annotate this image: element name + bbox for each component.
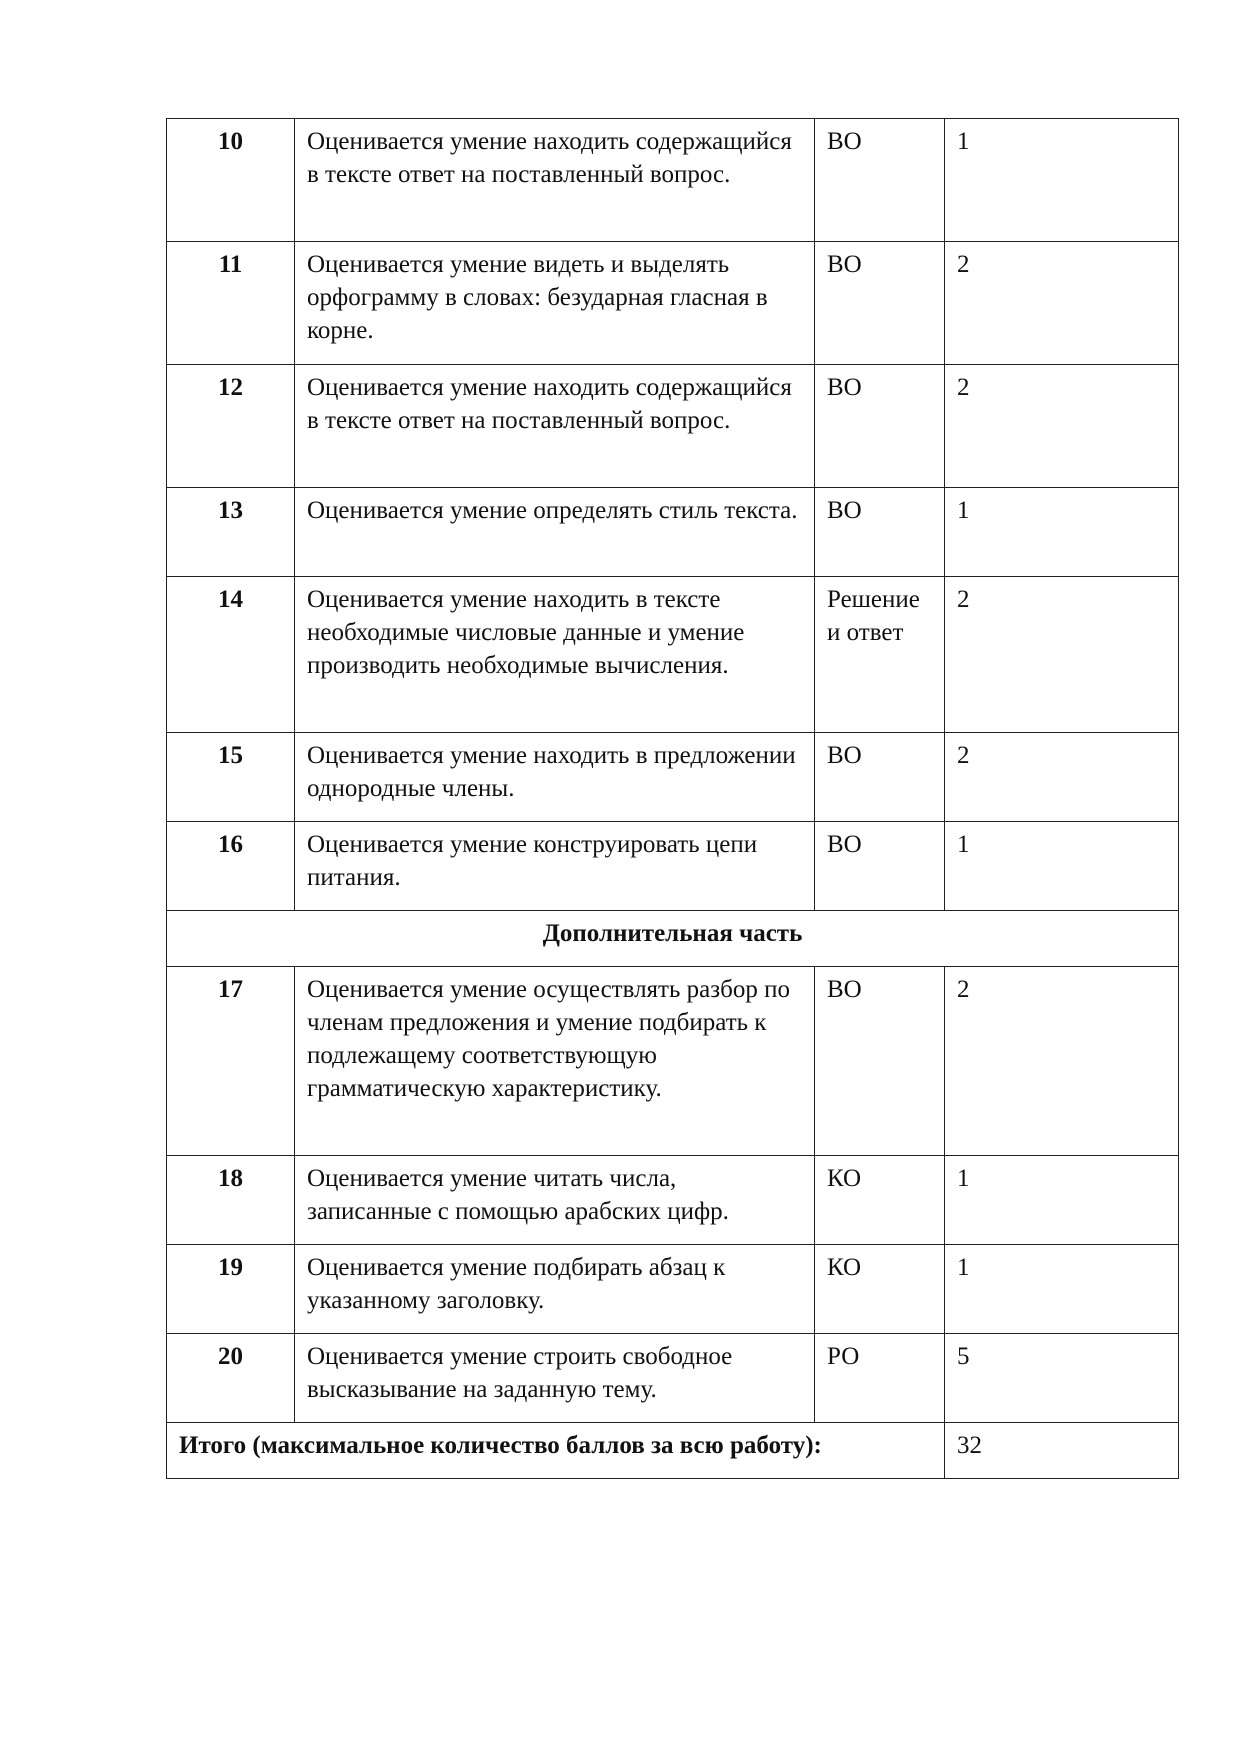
- table-row: [167, 488, 1179, 577]
- task-description: Оценивается умение конструировать цепи питания.: [295, 822, 815, 911]
- task-number: 19: [167, 1245, 295, 1334]
- task-number: 15: [167, 733, 295, 822]
- task-description: Оценивается умение осуществлять разбор по членам предложения и умение подбирать к подлежащему соответствующую грамматическую характеристику.: [295, 967, 815, 1156]
- max-score: 1: [945, 1156, 1179, 1245]
- answer-type: ВО: [815, 365, 945, 488]
- answer-type: ВО: [815, 242, 945, 365]
- max-score: 2: [945, 242, 1179, 365]
- answer-type: КО: [815, 1156, 945, 1245]
- answer-type: ВО: [815, 733, 945, 822]
- task-number: 11: [167, 242, 295, 365]
- table-row: [167, 1334, 1179, 1423]
- task-description: Оценивается умение находить в предложении однородные члены.: [295, 733, 815, 822]
- assessment-table: [166, 118, 1179, 1479]
- table-row: [167, 242, 1179, 365]
- task-description: Оценивается умение видеть и выделять орфограмму в словах: безударная гласная в корне.: [295, 242, 815, 365]
- max-score: 2: [945, 365, 1179, 488]
- task-description: Оценивается умение находить содержащийся в тексте ответ на поставленный вопрос.: [295, 119, 815, 242]
- task-description: Оценивается умение читать числа, записанные с помощью арабских цифр.: [295, 1156, 815, 1245]
- max-score: 5: [945, 1334, 1179, 1423]
- table-row: [167, 119, 1179, 242]
- answer-type: РО: [815, 1334, 945, 1423]
- task-number: 14: [167, 577, 295, 733]
- answer-type: ВО: [815, 967, 945, 1156]
- max-score: 2: [945, 577, 1179, 733]
- total-row: [167, 1423, 1179, 1479]
- answer-type: КО: [815, 1245, 945, 1334]
- table-row: [167, 822, 1179, 911]
- section-title: Дополнительная часть: [167, 911, 1179, 967]
- task-description: Оценивается умение находить в тексте необходимые числовые данные и умение производить необходимые вычисления.: [295, 577, 815, 733]
- max-score: 2: [945, 967, 1179, 1156]
- task-number: 18: [167, 1156, 295, 1245]
- task-description: Оценивается умение подбирать абзац к указанному заголовку.: [295, 1245, 815, 1334]
- answer-type: ВО: [815, 488, 945, 577]
- task-number: 13: [167, 488, 295, 577]
- task-description: Оценивается умение строить свободное высказывание на заданную тему.: [295, 1334, 815, 1423]
- answer-type: ВО: [815, 822, 945, 911]
- task-number: 16: [167, 822, 295, 911]
- task-description: Оценивается умение находить содержащийся в тексте ответ на поставленный вопрос.: [295, 365, 815, 488]
- table-row: [167, 365, 1179, 488]
- table-row: [167, 577, 1179, 733]
- max-score: 1: [945, 119, 1179, 242]
- total-label: Итого (максимальное количество баллов за всю работу):: [167, 1423, 945, 1479]
- task-number: 17: [167, 967, 295, 1156]
- answer-type: Решение и ответ: [815, 577, 945, 733]
- section-row: [167, 911, 1179, 967]
- max-score: 2: [945, 733, 1179, 822]
- table-row: [167, 1245, 1179, 1334]
- max-score: 1: [945, 822, 1179, 911]
- table-row: [167, 967, 1179, 1156]
- task-number: 12: [167, 365, 295, 488]
- max-score: 1: [945, 488, 1179, 577]
- total-value: 32: [945, 1423, 1179, 1479]
- table-row: [167, 1156, 1179, 1245]
- table-row: [167, 733, 1179, 822]
- answer-type: ВО: [815, 119, 945, 242]
- task-number: 10: [167, 119, 295, 242]
- max-score: 1: [945, 1245, 1179, 1334]
- task-description: Оценивается умение определять стиль текста.: [295, 488, 815, 577]
- task-number: 20: [167, 1334, 295, 1423]
